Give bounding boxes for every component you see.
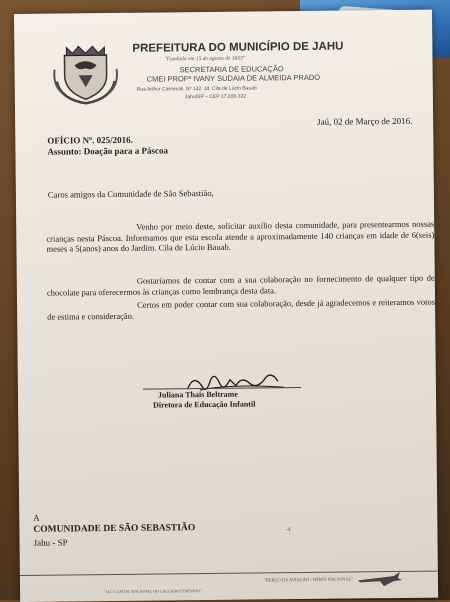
letter-greeting: Caros amigos da Comunidade de São Sebastião, [47, 187, 214, 200]
municipal-coat-of-arms [52, 41, 119, 106]
recipient-city: Jahu - SP [33, 537, 68, 548]
letter-subject: Assunto: Doação para a Páscoa [47, 145, 168, 157]
header-founded: "Fundada em 15 de agosto de 1853" [164, 55, 246, 63]
letter-date: Jaú, 02 de Março de 2016. [317, 115, 413, 127]
airplane-emblem-icon [354, 568, 404, 589]
letter-paragraph-2: Gostaríamos de contar com a sua colaboração no fornecimento de qualquer tipo de chocolate para oferecermos às crianças como lembrança desta data. [46, 272, 435, 298]
header-school: CMEI PROFª IVANY SUDAIA DE ALMEIDA PRADO [146, 72, 321, 84]
signatory-role: Diretora de Educação Infantil [153, 399, 256, 410]
header-address-line1: Rua Arthur Carnevali, Nº 142, Jd. Cila de Lúcio Bauab [136, 85, 257, 93]
header-secretariat: SECRETARIA DE EDUCAÇÃO [179, 64, 284, 75]
header-address-line2: Jahu/SP – CEP 17.209-322 [184, 93, 247, 101]
letter-reference: OFÍCIO Nº. 025/2016. [47, 134, 133, 146]
recipient-name: COMUNIDADE DE SÃO SEBASTIÃO [33, 523, 196, 535]
signatory-name: Juliana Thais Beltrame [157, 389, 238, 400]
footer-left-motto: "JAÚ CAPITAL NACIONAL DO CALÇADO FEMININO" [104, 588, 202, 595]
recipient-prefix: A [33, 512, 40, 523]
letter-page [14, 10, 438, 602]
margin-mark: -4 [285, 527, 291, 534]
letter-paragraph-3: Certos em poder contar com sua colaboração, desde já agradecemos e reiteramos votos de estima e consideração. [47, 296, 436, 322]
letter-paragraph-1: Venho por meio deste, solicitar auxílio desta comunidade, para presentearmos nossas crianças nesta Páscoa. Informamos que esta escola atende a aproximadamente 140 crianças em idade de 6(seis) meses a 5(anos) anos do Jardim. Cila de Lúcio Bauab. [46, 218, 435, 254]
header-title: PREFEITURA DO MUNICÍPIO DE JAHU [132, 40, 344, 55]
footer-right-motto: "BERÇO DA AVIAÇÃO - HERÓI NACIONAL" [263, 576, 354, 583]
